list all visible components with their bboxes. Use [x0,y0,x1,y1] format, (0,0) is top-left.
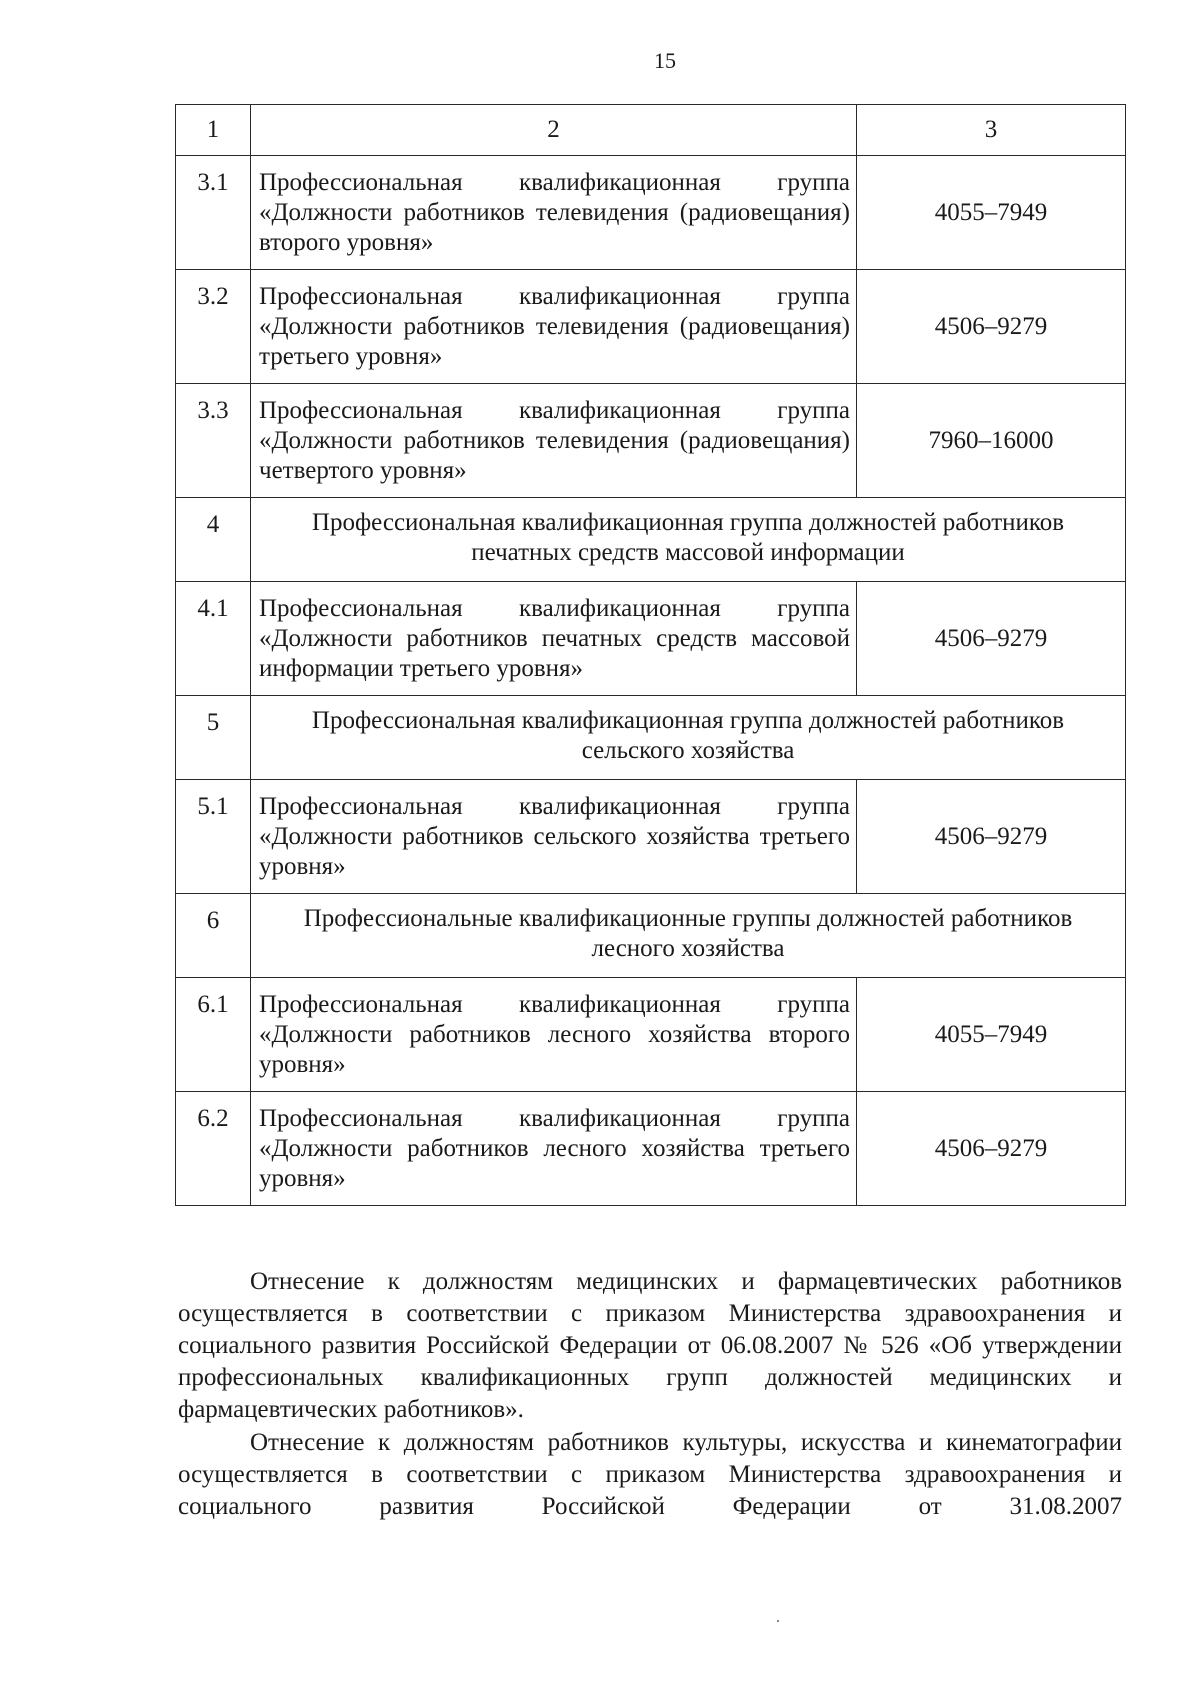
table-header-row [176,105,1126,156]
group-row [176,696,1126,780]
row-number: 3.1 [176,156,251,270]
group-description: Профессиональные квалификационные группы должностей работников лесного хозяйства [251,894,1126,978]
row-salary-range: 7960–16000 [857,384,1126,498]
row-description: Профессиональная квалификационная группа «Должности работников лесного хозяйства второго уровня» [251,978,857,1092]
group-number: 5 [176,696,251,780]
body-paragraph: Отнесение к должностям работников культуры, искусства и кинематографии осуществляется в соответствии с приказом Министерства здравоохранения и социального развития Российской Федерации от 31.08.2007 [178,1429,1122,1520]
row-number: 3.3 [176,384,251,498]
qualification-groups-table [175,104,1126,1206]
row-number: 6.2 [176,1092,251,1206]
header-cell: 3 [857,105,1126,156]
row-description: Профессиональная квалификационная группа «Должности работников сельского хозяйства третьего уровня» [251,780,857,894]
row-number: 4.1 [176,582,251,696]
table-row [176,780,1126,894]
row-salary-range: 4506–9279 [857,270,1126,384]
row-salary-range: 4055–7949 [857,978,1126,1092]
table-row [176,270,1126,384]
row-description: Профессиональная квалификационная группа «Должности работников печатных средств массовой информации третьего уровня» [251,582,857,696]
group-number: 6 [176,894,251,978]
row-number: 6.1 [176,978,251,1092]
table-row [176,978,1126,1092]
row-description: Профессиональная квалификационная группа «Должности работников лесного хозяйства третьего уровня» [251,1092,857,1206]
row-number: 3.2 [176,270,251,384]
row-description: Профессиональная квалификационная группа «Должности работников телевидения (радиовещания) четвертого уровня» [251,384,857,498]
row-description: Профессиональная квалификационная группа «Должности работников телевидения (радиовещания) третьего уровня» [251,270,857,384]
table-row [176,582,1126,696]
group-row [176,894,1126,978]
page-number: 15 [654,48,676,73]
group-description: Профессиональная квалификационная группа должностей работников печатных средств массовой информации [251,498,1126,582]
table-row [176,384,1126,498]
table-row [176,1092,1126,1206]
row-salary-range: 4506–9279 [857,1092,1126,1206]
body-paragraph: Отнесение к должностям медицинских и фармацевтических работников осуществляется в соответствии с приказом Министерства здравоохранения и социального развития Российской Федерации от 06.08.2007 № 526 «Об утверждении профессиональных квалификационных групп должностей медицинских и фармацевтических работников». [178,1268,1122,1423]
row-description: Профессиональная квалификационная группа «Должности работников телевидения (радиовещания) второго уровня» [251,156,857,270]
header-cell: 2 [251,105,857,156]
group-row [176,498,1126,582]
scan-speck [777,1620,779,1622]
row-salary-range: 4055–7949 [857,156,1126,270]
group-number: 4 [176,498,251,582]
group-description: Профессиональная квалификационная группа должностей работников сельского хозяйства [251,696,1126,780]
table-row [176,156,1126,270]
row-number: 5.1 [176,780,251,894]
row-salary-range: 4506–9279 [857,582,1126,696]
row-salary-range: 4506–9279 [857,780,1126,894]
header-cell: 1 [176,105,251,156]
